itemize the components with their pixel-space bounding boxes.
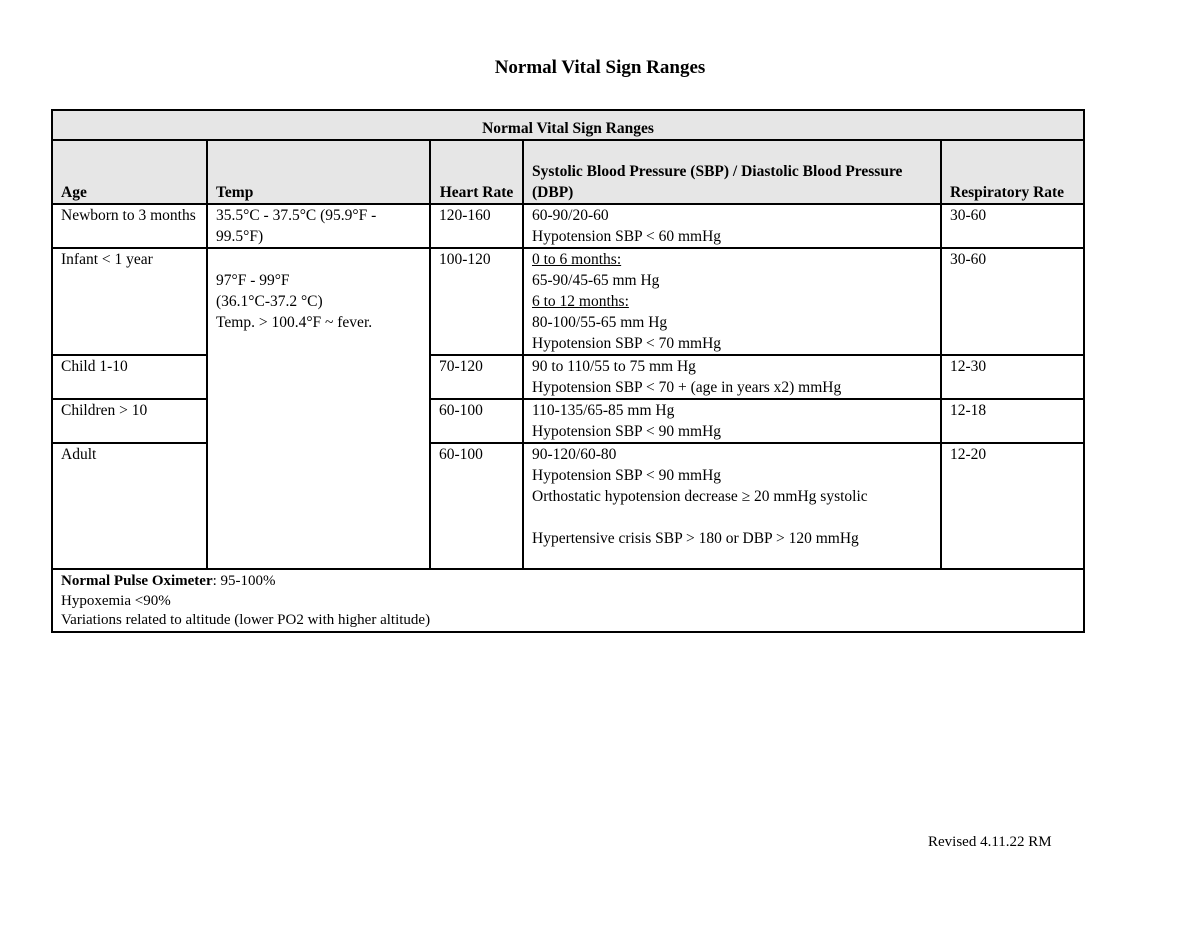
bp-line: 65-90/45-65 mm Hg [532, 272, 660, 289]
bp-line: Hypotension SBP < 70 + (age in years x2) mmHg [532, 379, 842, 396]
cell-age: Adult [52, 443, 207, 569]
bp-line: 80-100/55-65 mm Hg [532, 314, 668, 331]
cell-age: Child 1-10 [52, 355, 207, 399]
table-caption: Normal Vital Sign Ranges [52, 110, 1084, 140]
temp-line: (36.1°C-37.2 °C) [216, 293, 323, 310]
bp-subheading: 6 to 12 months: [532, 293, 629, 310]
bp-line: 90-120/60-80 [532, 446, 617, 463]
pulse-oximeter-value: : 95-100% [212, 573, 276, 589]
cell-blood-pressure [523, 204, 941, 248]
cell-respiratory-rate: 12-20 [941, 443, 1084, 569]
bp-line: Hypertensive crisis SBP > 180 or DBP > 120 mmHg [532, 530, 859, 547]
cell-blood-pressure [523, 399, 941, 443]
cell-temp-shared [207, 248, 430, 569]
temp-line: Temp. > 100.4°F ~ fever. [216, 314, 373, 331]
cell-blood-pressure [523, 355, 941, 399]
altitude-note: Variations related to altitude (lower PO2 with higher altitude) [61, 612, 431, 628]
bp-line: 110-135/65-85 mm Hg [532, 402, 675, 419]
bp-line: 90 to 110/55 to 75 mm Hg [532, 358, 696, 375]
revision-note: Revised 4.11.22 RM [928, 834, 1052, 850]
cell-heart-rate: 100-120 [430, 248, 523, 355]
bp-line: Hypotension SBP < 70 mmHg [532, 335, 722, 352]
cell-respiratory-rate: 12-18 [941, 399, 1084, 443]
vital-signs-table [51, 109, 1085, 633]
cell-heart-rate: 60-100 [430, 443, 523, 569]
header-respiratory-rate: Respiratory Rate [941, 140, 1084, 204]
cell-respiratory-rate: 12-30 [941, 355, 1084, 399]
bp-line: 60-90/20-60 [532, 207, 609, 224]
cell-blood-pressure [523, 443, 941, 569]
table-row [52, 204, 1084, 248]
header-temp: Temp [207, 140, 430, 204]
table-row [52, 355, 1084, 399]
cell-temp: 35.5°C - 37.5°C (95.9°F - 99.5°F) [207, 204, 430, 248]
cell-age: Children > 10 [52, 399, 207, 443]
bp-line: Orthostatic hypotension decrease ≥ 20 mmHg systolic [532, 488, 868, 505]
header-blood-pressure: Systolic Blood Pressure (SBP) / Diastolic Blood Pressure (DBP) [523, 140, 941, 204]
bp-line: Hypotension SBP < 60 mmHg [532, 228, 722, 245]
cell-heart-rate: 60-100 [430, 399, 523, 443]
hypoxemia-note: Hypoxemia <90% [61, 592, 171, 609]
cell-heart-rate: 120-160 [430, 204, 523, 248]
cell-respiratory-rate: 30-60 [941, 204, 1084, 248]
pulse-oximeter-label: Normal Pulse Oximeter [61, 573, 213, 589]
document-title: Normal Vital Sign Ranges [494, 57, 706, 78]
table-footer-row [52, 569, 1084, 632]
table-row [52, 443, 1084, 569]
table-row [52, 248, 1084, 355]
table-row [52, 399, 1084, 443]
table-caption-row [52, 110, 1084, 140]
bp-line: Hypotension SBP < 90 mmHg [532, 467, 722, 484]
table-header-row [52, 140, 1084, 204]
cell-age: Newborn to 3 months [52, 204, 207, 248]
cell-blood-pressure [523, 248, 941, 355]
cell-age: Infant < 1 year [52, 248, 207, 355]
pulse-oximeter-note [52, 569, 1084, 632]
header-heart-rate: Heart Rate [430, 140, 523, 204]
temp-line: 97°F - 99°F [216, 272, 290, 289]
cell-respiratory-rate: 30-60 [941, 248, 1084, 355]
bp-subheading: 0 to 6 months: [532, 251, 622, 268]
header-age: Age [52, 140, 207, 204]
cell-heart-rate: 70-120 [430, 355, 523, 399]
bp-line: Hypotension SBP < 90 mmHg [532, 423, 722, 440]
